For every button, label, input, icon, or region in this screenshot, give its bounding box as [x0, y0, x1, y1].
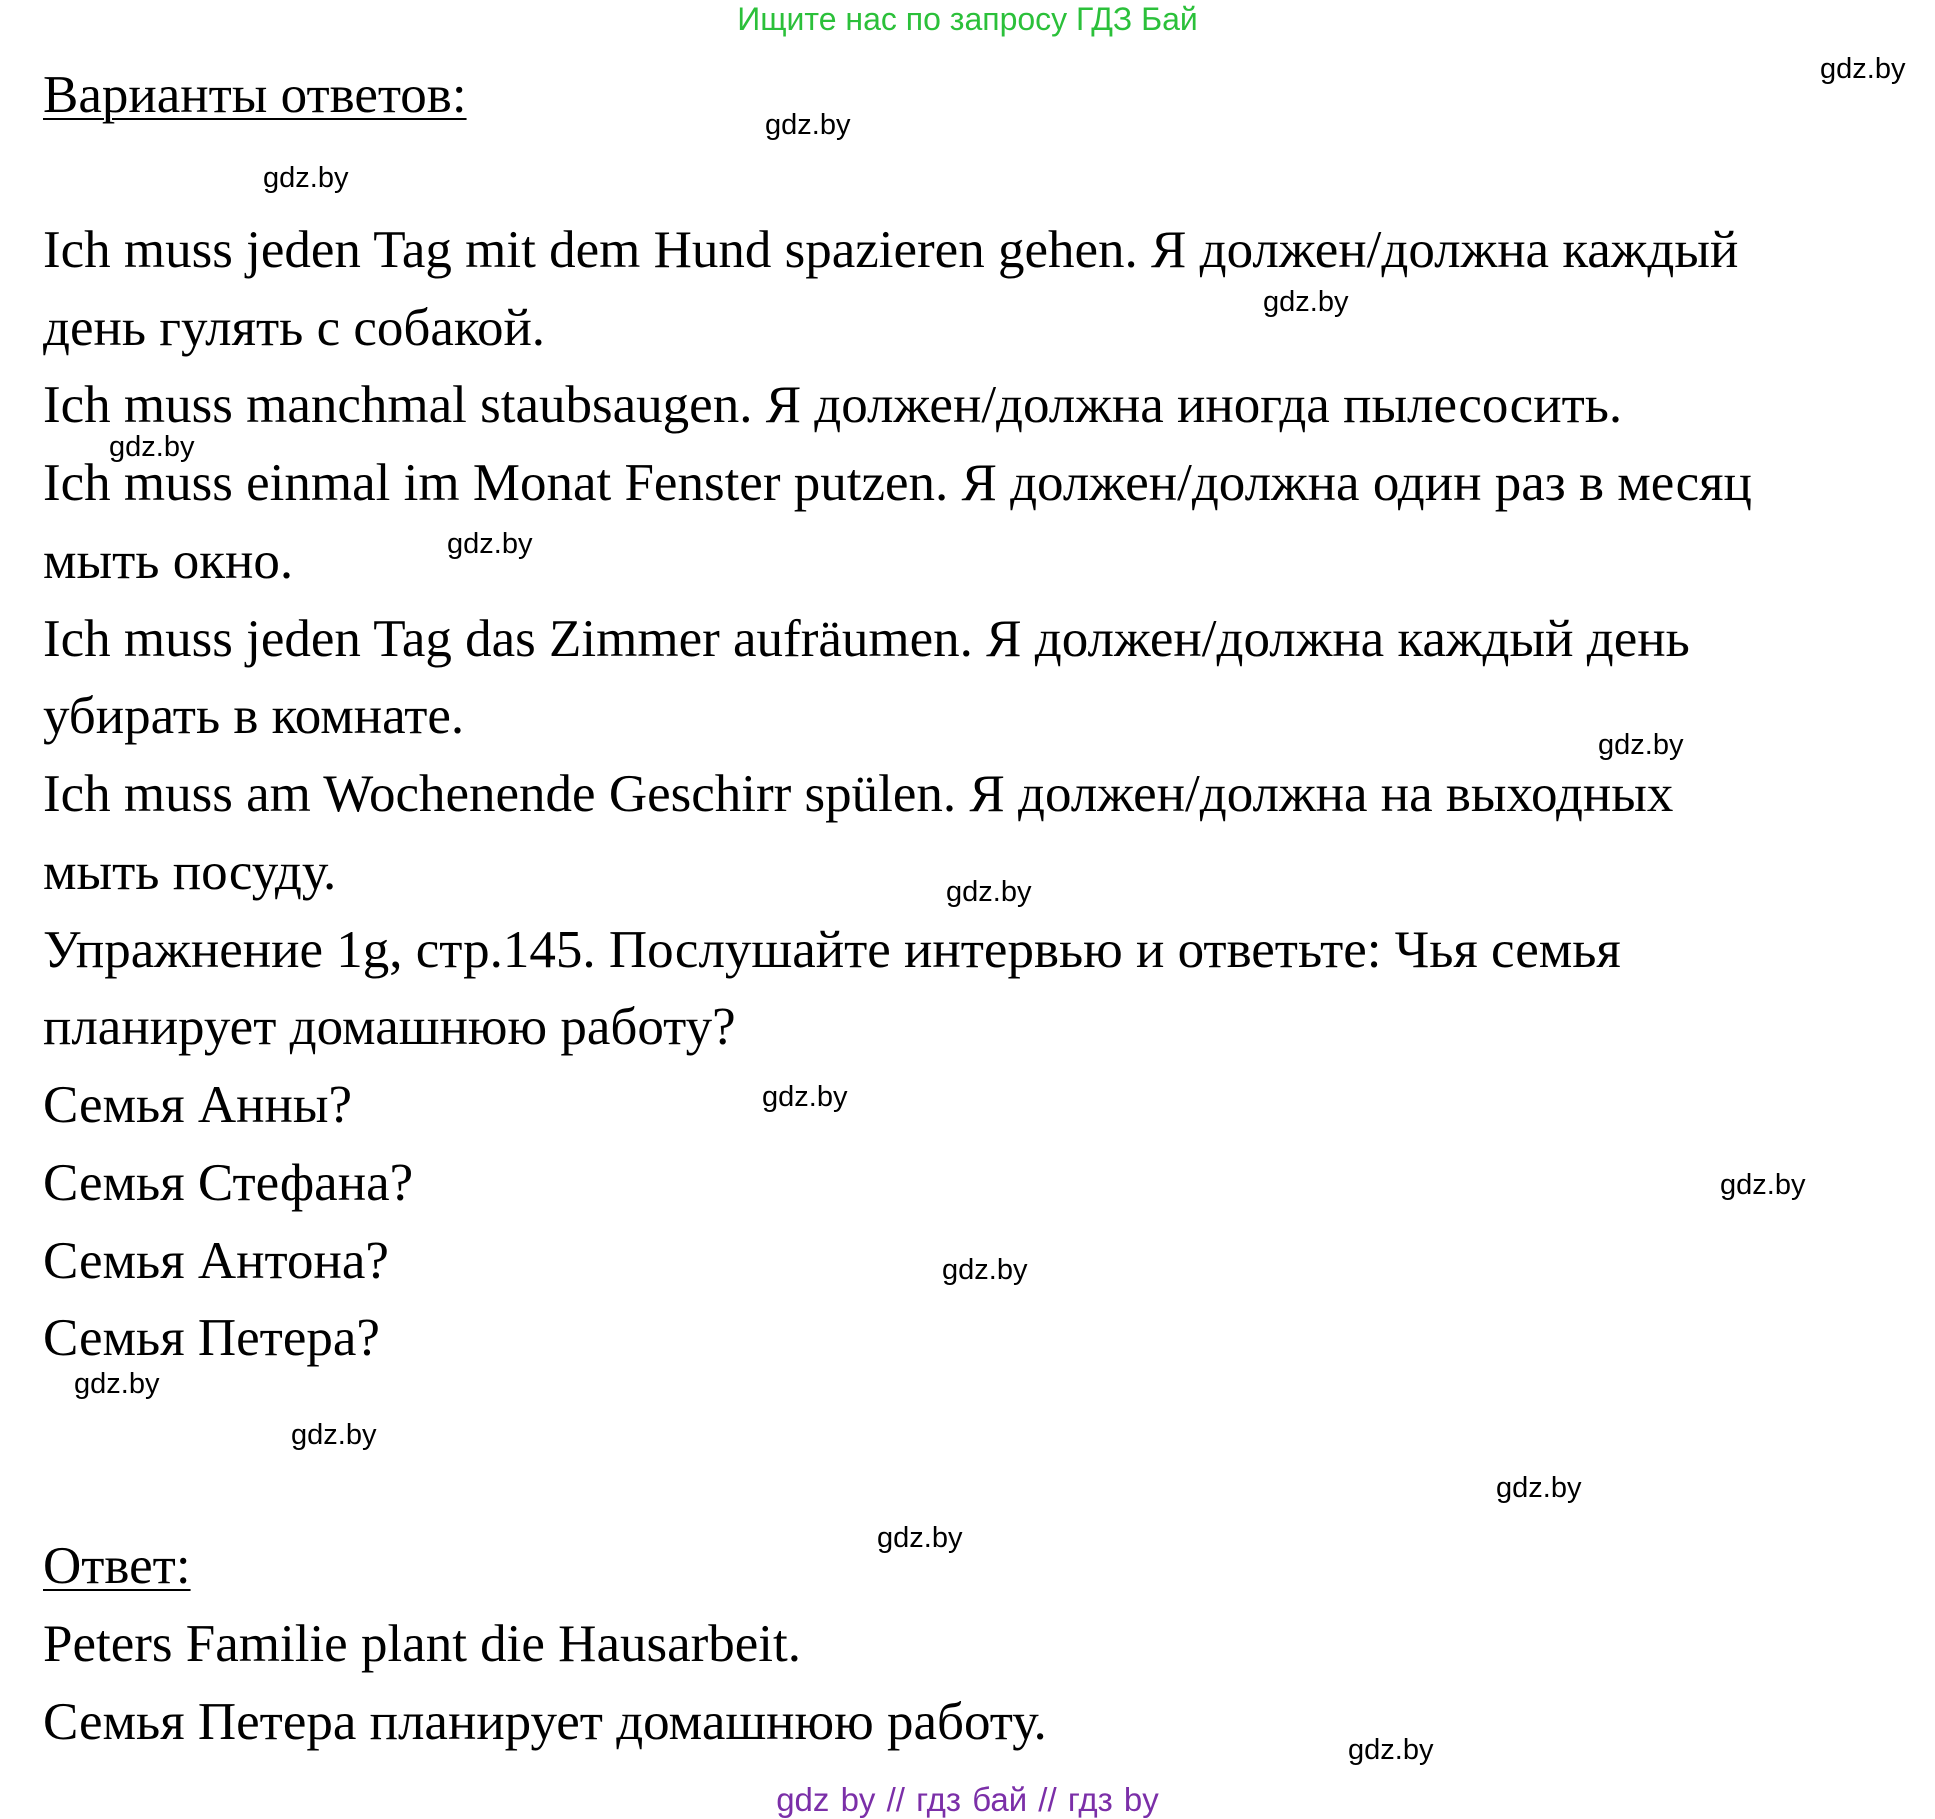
text-line-4: Ich muss einmal im Monat Fenster putzen. Я должен/должна один раз в месяц	[43, 454, 1752, 512]
text-line-6: Ich muss jeden Tag das Zimmer aufräumen. Я должен/должна каждый день	[43, 610, 1690, 668]
answer-line-1: Peters Familie plant die Hausarbeit.	[43, 1615, 801, 1673]
watermark: gdz.by	[946, 876, 1032, 908]
watermark: gdz.by	[263, 162, 349, 194]
option-stefan: Семья Стефана?	[43, 1154, 414, 1212]
exercise-line-2: планирует домашнюю работу?	[43, 998, 736, 1056]
watermark: gdz.by	[1720, 1169, 1806, 1201]
footer-banner: gdz by // гдз бай // гдз by	[776, 1781, 1159, 1818]
watermark: gdz.by	[942, 1254, 1028, 1286]
text-line-3: Ich muss manchmal staubsaugen. Я должен/должна иногда пылесосить.	[43, 376, 1623, 434]
watermark: gdz.by	[877, 1522, 963, 1554]
watermark: gdz.by	[1263, 286, 1349, 318]
watermark: gdz.by	[447, 528, 533, 560]
watermark: gdz.by	[765, 109, 851, 141]
watermark: gdz.by	[1348, 1734, 1434, 1766]
text-line-1: Ich muss jeden Tag mit dem Hund spazieren gehen. Я должен/должна каждый	[43, 221, 1739, 279]
watermark: gdz.by	[109, 431, 195, 463]
variants-heading: Варианты ответов:	[43, 66, 467, 124]
watermark: gdz.by	[762, 1081, 848, 1113]
text-line-9: мыть посуду.	[43, 843, 337, 901]
text-line-8: Ich muss am Wochenende Geschirr spülen. Я должен/должна на выходных	[43, 765, 1674, 823]
text-line-7: убирать в комнате.	[43, 687, 465, 745]
answer-heading: Ответ:	[43, 1537, 191, 1595]
option-anna: Семья Анны?	[43, 1076, 352, 1134]
watermark: gdz.by	[1598, 729, 1684, 761]
text-line-2: день гулять с собакой.	[43, 299, 546, 357]
text-line-5: мыть окно.	[43, 532, 294, 590]
header-banner: Ищите нас по запросу ГДЗ Бай	[737, 1, 1198, 37]
watermark: gdz.by	[291, 1419, 377, 1451]
exercise-line-1: Упражнение 1g, стр.145. Послушайте интервью и ответьте: Чья семья	[43, 921, 1621, 979]
answer-line-2: Семья Петера планирует домашнюю работу.	[43, 1693, 1047, 1751]
watermark: gdz.by	[1496, 1472, 1582, 1504]
option-anton: Семья Антона?	[43, 1232, 389, 1290]
watermark: gdz.by	[1820, 53, 1906, 85]
option-peter: Семья Петера?	[43, 1309, 380, 1367]
watermark: gdz.by	[74, 1368, 160, 1400]
